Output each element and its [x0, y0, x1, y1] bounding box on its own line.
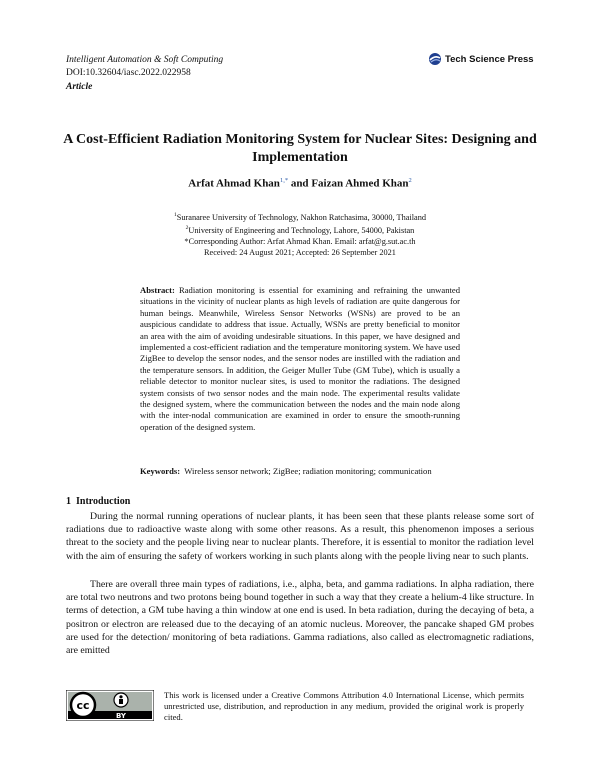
- body-paragraph: [66, 578, 534, 657]
- cc-label: cc: [76, 699, 90, 712]
- by-label: BY: [115, 712, 127, 720]
- cc-by-license-icon[interactable]: [66, 690, 154, 721]
- doi[interactable]: DOI:10.32604/iasc.2022.022958: [66, 68, 191, 78]
- affiliation-text: University of Engineering and Technology, Lahore, 54000, Pakistan: [188, 225, 415, 235]
- paragraph-text: There are overall three main types of radiations, i.e., alpha, beta, and gamma radiations. In alpha radiation, there are total two neutrons and two protons being bound together in such a way that they create a helium-4 like structure. In terms of detection, a GM tube having a thin window at one end is used. In beta radiation, during the decaying of beta, a positron or electron are released due to the decaying of an atomic nucleus. Moreover, the pancake shaped GM probes are used for the detection/ monitoring of beta radiations. Gamma radiations, also called as electromagnetic radiations, are emitted: [66, 579, 534, 657]
- abstract-label: Abstract:: [140, 285, 175, 295]
- affiliation-text: Suranaree University of Technology, Nakhon Ratchasima, 30000, Thailand: [176, 212, 426, 222]
- journal-name: Intelligent Automation & Soft Computing: [66, 55, 224, 65]
- license-footer: [66, 690, 524, 723]
- publisher-logo: [428, 52, 534, 66]
- keywords-text: Wireless sensor network; ZigBee; radiation monitoring; communication: [184, 466, 432, 476]
- author-affiliation-marker[interactable]: 1,*: [279, 177, 289, 184]
- license-text: This work is licensed under a Creative Commons Attribution 4.0 International License, which permits unrestricted use, distribution, and reproduction in any medium, provided the original work is properly cited.: [164, 690, 524, 722]
- abstract-text: Radiation monitoring is essential for examining and refraining the unwanted situations in the vicinity of nuclear plants as high levels of radiation are quite dangerous for human beings. Meanwhile, Wireless Sensor Networks (WSNs) are proved to be an auspicious candidate to address that issue. Actually, WSNs are pretty beneficial to monitor an area with the aim of avoiding undesirable situations. In this paper, we have designed and implemented a cost-efficient radiation and the temperature monitoring system. We have used ZigBee to develop the sensor nodes, and the sensor nodes are instilled with the radiation and the temperature sensors. In addition, the Geiger Muller Tube (GM Tube), which is usually a reliable detector to monitor nuclear sites, is used to monitor the radiations. The designed system consists of two sensor nodes and the main node. The experimental results validate the designed system, where the communication between the nodes and the main node along with the inter-nodal communication are examined in order to ensure the smooth-running operation of the designed system.: [140, 285, 460, 432]
- keywords-label: Keywords:: [140, 466, 181, 476]
- tech-science-press-logo-icon: [428, 52, 442, 66]
- publisher-name: Tech Science Press: [445, 53, 534, 65]
- affiliation-line: [60, 210, 540, 223]
- paragraph-text: During the normal running operations of nuclear plants, it has been seen that these plants release some sort of radiations due to radioactive waste along with some other reasons. As a result, this phenomenon imposes a serious threat to the society and the people living near to nuclear plants. Therefore, it is essential to monitor the radiation level with the aim of ensuring the safety of workers working in such plants along with the people living near to such plants.: [66, 511, 534, 562]
- article-type: Article: [66, 82, 93, 92]
- section-heading: 1 Introduction: [66, 496, 131, 507]
- body-paragraph: [66, 510, 534, 563]
- received-accepted-dates: Received: 24 August 2021; Accepted: 26 September 2021: [204, 248, 396, 258]
- affiliations: [60, 210, 540, 258]
- author-name: Faizan Ahmed Khan: [311, 177, 409, 190]
- affiliation-number: 1: [173, 212, 177, 218]
- abstract: [140, 285, 460, 433]
- keywords: [140, 466, 470, 476]
- affiliation-number: 2: [185, 224, 189, 231]
- author-name: Arfat Ahmad Khan: [188, 177, 280, 190]
- affiliation-line: [60, 223, 540, 236]
- author-affiliation-marker[interactable]: 2: [408, 177, 412, 184]
- paper-title: A Cost-Efficient Radiation Monitoring System for Nuclear Sites: Designing and Implementation: [63, 132, 537, 165]
- corresponding-author: *Corresponding Author: Arfat Ahmad Khan. Email: arfat@g.sut.ac.th: [184, 236, 416, 246]
- author-list: [60, 177, 540, 190]
- author-connector: and: [288, 177, 312, 190]
